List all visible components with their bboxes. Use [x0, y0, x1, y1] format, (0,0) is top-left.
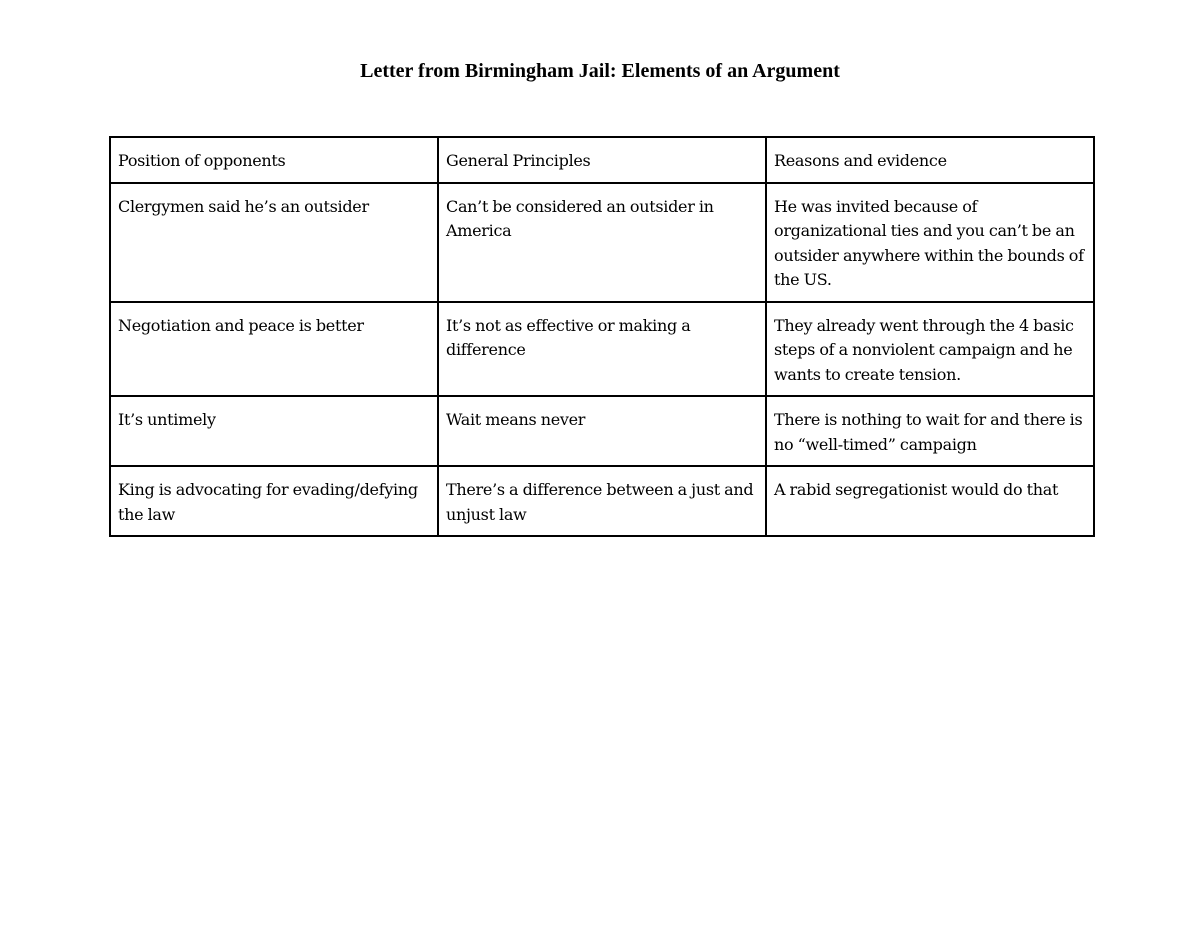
table-cell: It’s untimely [110, 396, 438, 466]
table-cell: King is advocating for evading/defying the law [110, 466, 438, 536]
header-cell-reasons-and-evidence: Reasons and evidence [766, 137, 1094, 183]
table-row [110, 183, 1094, 302]
table-row [110, 396, 1094, 466]
header-cell-general-principles: General Principles [438, 137, 766, 183]
table-row [110, 466, 1094, 536]
table-header-row [110, 137, 1094, 183]
header-cell-position-of-opponents: Position of opponents [110, 137, 438, 183]
page-title: Letter from Birmingham Jail: Elements of an Argument [360, 60, 840, 82]
table-row [110, 302, 1094, 397]
table-cell: It’s not as effective or making a difference [438, 302, 766, 397]
argument-table [109, 136, 1095, 537]
table-cell: Negotiation and peace is better [110, 302, 438, 397]
table-cell: Clergymen said he’s an outsider [110, 183, 438, 302]
table-cell: Wait means never [438, 396, 766, 466]
table-cell: They already went through the 4 basic steps of a nonviolent campaign and he wants to create tension. [766, 302, 1094, 397]
table-cell: He was invited because of organizational ties and you can’t be an outsider anywhere within the bounds of the US. [766, 183, 1094, 302]
table-cell: Can’t be considered an outsider in America [438, 183, 766, 302]
table-cell: There’s a difference between a just and unjust law [438, 466, 766, 536]
table-cell: A rabid segregationist would do that [766, 466, 1094, 536]
table-cell: There is nothing to wait for and there is no “well-timed” campaign [766, 396, 1094, 466]
